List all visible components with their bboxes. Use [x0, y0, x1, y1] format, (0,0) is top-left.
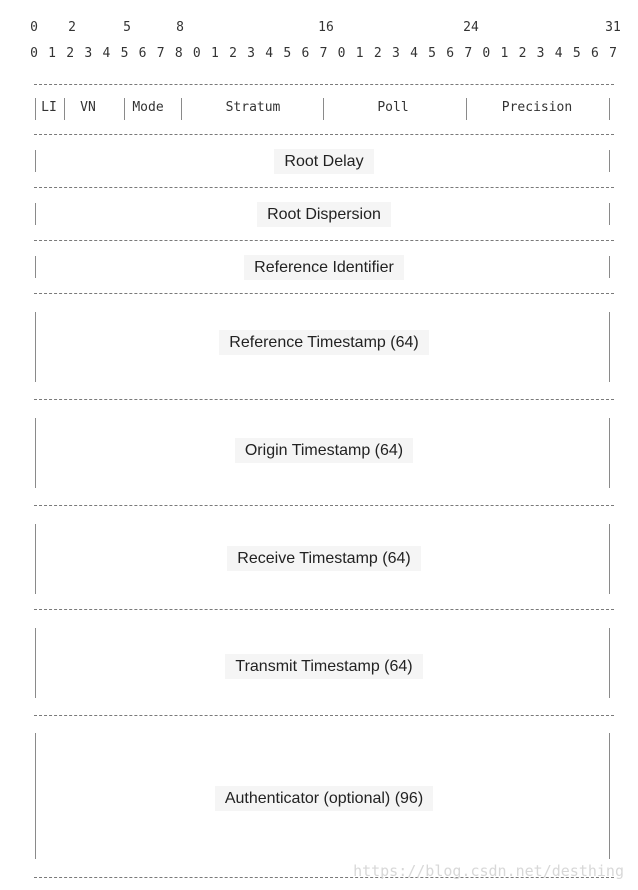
- bit-ruler-major: [28, 20, 621, 40]
- field-li: LI: [41, 100, 57, 115]
- bit-digit: 2: [518, 46, 527, 61]
- field-precision: Precision: [501, 100, 573, 115]
- row-border: [34, 84, 614, 85]
- ruler-mark-0: 0: [30, 20, 38, 35]
- row-border: [34, 609, 614, 610]
- bit-digit: 7: [609, 46, 617, 61]
- bit-digit: 4: [410, 46, 418, 61]
- bit-digit: 6: [138, 46, 147, 61]
- bit-digit: 6: [301, 46, 310, 61]
- ruler-mark-31: 31: [605, 20, 621, 35]
- watermark: https://blog.csdn.net/desthing: [353, 862, 624, 880]
- field-transmit-timestamp: Transmit Timestamp (64): [34, 658, 614, 676]
- bit-digit: 5: [283, 46, 292, 61]
- bit-digit: 6: [590, 46, 599, 61]
- bit-digit: 2: [229, 46, 237, 61]
- field-authenticator: Authenticator (optional) (96): [34, 790, 614, 808]
- ruler-mark-16: 16: [318, 20, 334, 35]
- bit-digit: 3: [84, 46, 93, 61]
- row-right-edge: [609, 628, 610, 698]
- bit-digit: 5: [428, 46, 437, 61]
- field-root-delay: Root Delay: [34, 153, 614, 171]
- field-mode: Mode: [132, 100, 164, 115]
- field-separator: [323, 98, 324, 120]
- row-right-edge: [609, 418, 610, 488]
- field-separator: [181, 98, 182, 120]
- field-reference-identifier: Reference Identifier: [34, 259, 614, 277]
- field-reference-timestamp: Reference Timestamp (64): [34, 334, 614, 352]
- field-separator: [64, 98, 65, 120]
- row-right-edge: [609, 524, 610, 594]
- bit-digit: 3: [391, 46, 400, 61]
- row-border: [34, 715, 614, 716]
- bit-digit: 4: [554, 46, 563, 61]
- bit-digit: 5: [120, 46, 129, 61]
- bit-digit: 5: [572, 46, 581, 61]
- bit-digit: 1: [500, 46, 509, 61]
- bit-digit: 3: [247, 46, 256, 61]
- bit-digit: 4: [265, 46, 274, 61]
- row-border: [34, 505, 614, 506]
- bit-digit: 0: [30, 46, 38, 61]
- bit-digit: 1: [210, 46, 219, 61]
- bit-digit: 2: [373, 46, 382, 61]
- bit-digit: 0: [192, 46, 201, 61]
- field-separator: [124, 98, 125, 120]
- field-poll: Poll: [377, 100, 409, 115]
- row-right-edge: [609, 150, 610, 172]
- field-receive-timestamp: Receive Timestamp (64): [34, 550, 614, 568]
- bit-digit: 8: [174, 46, 183, 61]
- ruler-mark-24: 24: [463, 20, 479, 35]
- field-vn: VN: [80, 100, 96, 115]
- bit-digit: 7: [156, 46, 165, 61]
- ruler-mark-8: 8: [176, 20, 184, 35]
- bit-digit: 1: [355, 46, 364, 61]
- row-right-edge: [609, 312, 610, 382]
- row-border: [34, 399, 614, 400]
- field-separator: [609, 98, 610, 120]
- row-right-edge: [609, 203, 610, 225]
- field-root-dispersion: Root Dispersion: [34, 206, 614, 224]
- bit-digit: 0: [337, 46, 346, 61]
- field-separator: [466, 98, 467, 120]
- bit-ruler-digits: [28, 46, 618, 66]
- bit-digit: 1: [48, 46, 57, 61]
- ruler-mark-5: 5: [123, 20, 131, 35]
- field-separator: [35, 98, 36, 120]
- field-stratum: Stratum: [225, 100, 281, 115]
- bit-digit: 3: [536, 46, 545, 61]
- bit-digit: 0: [482, 46, 491, 61]
- row-border: [34, 187, 614, 188]
- bit-digit: 7: [464, 46, 473, 61]
- row-border: [34, 134, 614, 135]
- row-right-edge: [609, 256, 610, 278]
- bit-digit: 6: [446, 46, 455, 61]
- row-border: [34, 293, 614, 294]
- bit-digit: 7: [319, 46, 328, 61]
- bit-digit: 4: [102, 46, 111, 61]
- field-origin-timestamp: Origin Timestamp (64): [34, 442, 614, 460]
- row-right-edge: [609, 733, 610, 859]
- ruler-mark-2: 2: [68, 20, 76, 35]
- bit-digit: 2: [66, 46, 75, 61]
- row-border: [34, 240, 614, 241]
